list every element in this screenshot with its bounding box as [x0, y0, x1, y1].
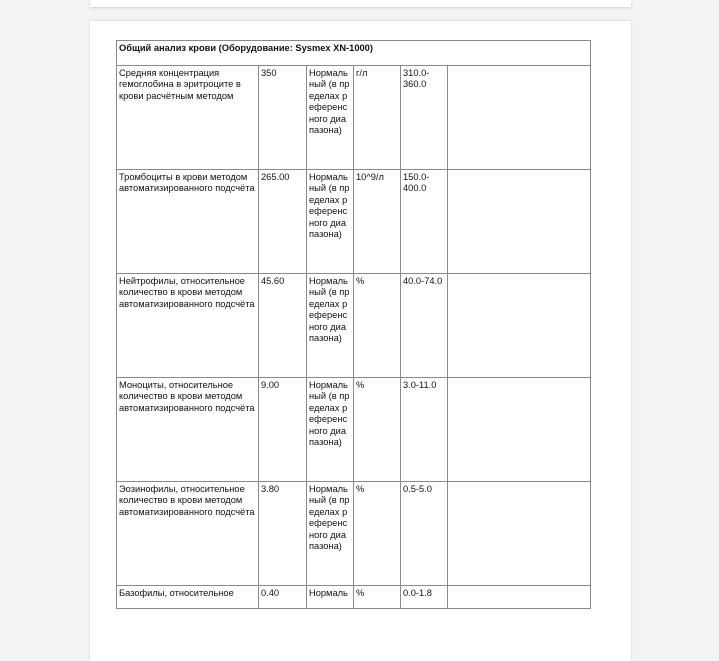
table-title: Общий анализ крови (Оборудование: Sysmex XN-1000) [117, 41, 591, 66]
status-cell: Нормальный (в пределах референсного диапазона) [307, 482, 354, 586]
empty-cell [448, 482, 591, 586]
status-cell: Нормальный (в пределах референсного диапазона) [307, 274, 354, 378]
document-page [90, 21, 631, 661]
empty-cell [448, 378, 591, 482]
status-cell: Нормаль [307, 586, 354, 609]
result-value-cell: 0.40 [259, 586, 307, 609]
result-value-cell: 350 [259, 66, 307, 170]
empty-cell [448, 170, 591, 274]
table-row [117, 482, 591, 586]
previous-page-edge [90, 0, 631, 7]
status-cell: Нормальный (в пределах референсного диапазона) [307, 66, 354, 170]
table-row [117, 586, 591, 609]
result-value-cell: 9.00 [259, 378, 307, 482]
status-cell: Нормальный (в пределах референсного диапазона) [307, 378, 354, 482]
table-title-row [117, 41, 591, 66]
status-cell: Нормальный (в пределах референсного диапазона) [307, 170, 354, 274]
unit-cell: % [354, 274, 401, 378]
result-value-cell: 45.60 [259, 274, 307, 378]
reference-range-cell: 0.0-1.8 [401, 586, 448, 609]
reference-range-cell: 3.0-11.0 [401, 378, 448, 482]
test-name-cell: Моноциты, относительное количество в крови методом автоматизированного подсчёта [117, 378, 259, 482]
unit-cell: % [354, 586, 401, 609]
test-name-cell: Эозинофилы, относительное количество в крови методом автоматизированного подсчёта [117, 482, 259, 586]
unit-cell: % [354, 378, 401, 482]
reference-range-cell: 0.5-5.0 [401, 482, 448, 586]
empty-cell [448, 586, 591, 609]
reference-range-cell: 310.0-360.0 [401, 66, 448, 170]
unit-cell: % [354, 482, 401, 586]
table-row [117, 66, 591, 170]
empty-cell [448, 274, 591, 378]
reference-range-cell: 40.0-74.0 [401, 274, 448, 378]
result-value-cell: 3.80 [259, 482, 307, 586]
table-row [117, 170, 591, 274]
empty-cell [448, 66, 591, 170]
unit-cell: 10^9/л [354, 170, 401, 274]
blood-test-table [116, 40, 591, 609]
test-name-cell: Базофилы, относительное [117, 586, 259, 609]
unit-cell: г/л [354, 66, 401, 170]
test-name-cell: Средняя концентрация гемоглобина в эритроците в крови расчётным методом [117, 66, 259, 170]
table-row [117, 274, 591, 378]
table-row [117, 378, 591, 482]
reference-range-cell: 150.0-400.0 [401, 170, 448, 274]
result-value-cell: 265.00 [259, 170, 307, 274]
test-name-cell: Нейтрофилы, относительное количество в крови методом автоматизированного подсчёта [117, 274, 259, 378]
test-name-cell: Тромбоциты в крови методом автоматизированного подсчёта [117, 170, 259, 274]
